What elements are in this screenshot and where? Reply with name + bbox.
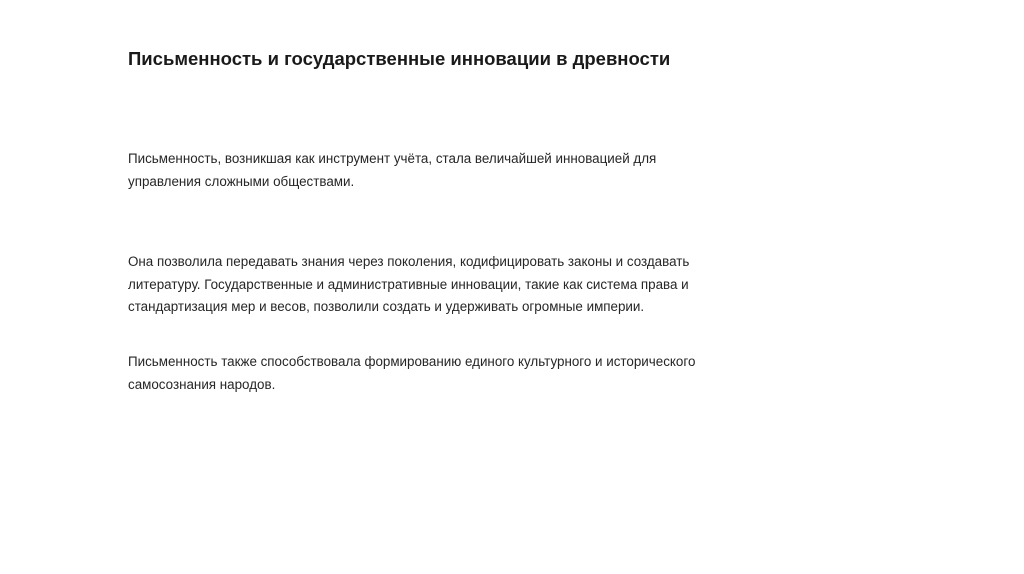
paragraph-knowledge-and-empires: Она позволила передавать знания через поколения, кодифицировать законы и создавать литературу. Государственные и административные инновации, такие как система права и стандартизация мер и весов, позволили создать и удерживать огромные империи.: [128, 254, 690, 314]
paragraph-cultural-identity: Письменность также способствовала формированию единого культурного и исторического самосознания народов.: [128, 354, 696, 392]
paragraph-writing-innovation: Письменность, возникшая как инструмент учёта, стала величайшей инновацией для управления сложными обществами.: [128, 151, 657, 189]
slide-title: Письменность и государственные инновации в древности: [128, 48, 671, 69]
